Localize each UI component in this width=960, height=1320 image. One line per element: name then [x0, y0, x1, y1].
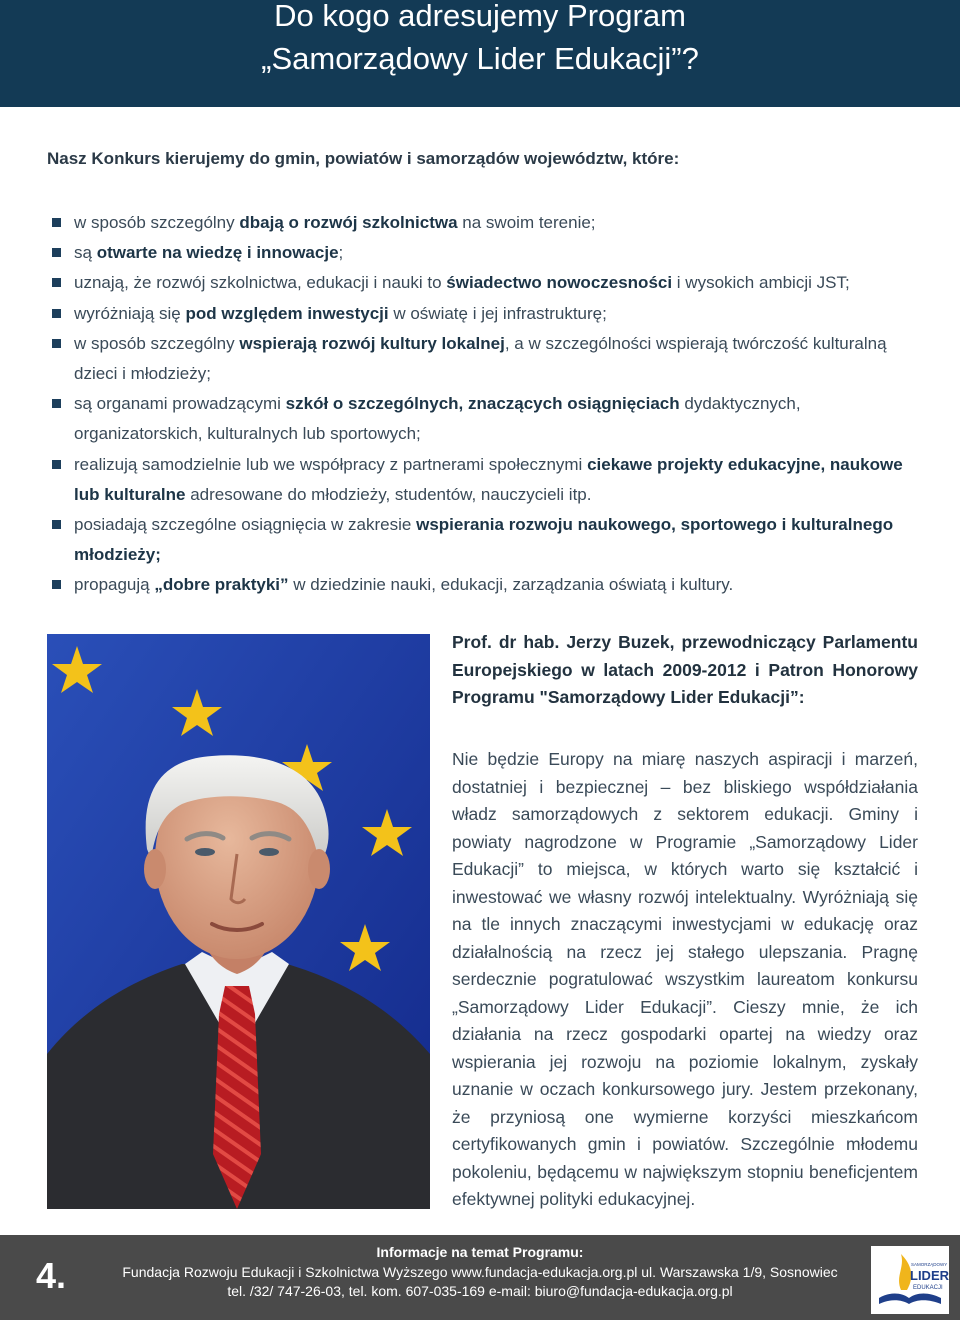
criteria-emphasis: wspierają rozwój kultury lokalnej [239, 333, 505, 353]
criteria-text: uznają, że rozwój szkolnictwa, edukacji i nauki to [74, 273, 447, 293]
criteria-text: adresowane do młodzieży, studentów, nauczycieli itp. [185, 484, 592, 504]
criteria-item [52, 510, 912, 570]
criteria-text: i wysokich ambicji JST; [672, 273, 850, 293]
criteria-item [52, 389, 912, 449]
criteria-emphasis: świadectwo nowoczesności [446, 273, 673, 293]
contact-line-2: tel. /32/ 747-26-03, tel. kom. 607-035-169 e-mail: biuro@fundacja-edukacja.org.pl [227, 1283, 733, 1299]
criteria-list [52, 208, 912, 601]
contact-info [100, 1243, 860, 1302]
contact-heading: Informacje na temat Programu: [376, 1244, 584, 1260]
logo-book-icon [879, 1294, 941, 1305]
contact-line-1: Fundacja Rozwoju Edukacji i Szkolnictwa Wyższego www.fundacja-edukacja.org.pl ul. Warszawska 1/9, Sosnowiec [122, 1263, 838, 1280]
bullet-square-icon [52, 248, 61, 257]
eye-left [195, 848, 215, 856]
criteria-text: w sposób szczególny [74, 333, 240, 353]
criteria-text: są [74, 243, 97, 263]
criteria-text: posiadają szczególne osiągnięcia w zakresie [74, 515, 417, 535]
lider-edukacji-logo [871, 1246, 949, 1314]
portrait-photo [47, 634, 430, 1209]
criteria-item [52, 208, 912, 238]
criteria-text: wyróżniają się [74, 303, 186, 323]
bullet-square-icon [52, 278, 61, 287]
criteria-text: ; [338, 243, 344, 263]
logo-sub-text: EDUKACJI [913, 1285, 943, 1291]
ear-right [308, 849, 330, 889]
criteria-text: dydaktycznych, organizatorskich, kulturalnych lub sportowych; [74, 394, 801, 444]
criteria-text: na swoim terenie; [457, 213, 596, 232]
page-number: 4. [36, 1255, 67, 1296]
eye-right [259, 848, 279, 856]
criteria-item [52, 570, 912, 600]
page-title-line-2: „Samorządowy Lider Edukacji”? [261, 41, 699, 76]
criteria-text: realizują samodzielnie lub we współpracy z partnerami społecznymi [74, 454, 588, 474]
logo-main-text: LIDER [910, 1268, 949, 1283]
bullet-square-icon [52, 339, 61, 348]
quote-author: Prof. dr hab. Jerzy Buzek, przewodniczący Parlamentu Europejskiego w latach 2009-2012 i Patron Honorowy Programu "Samorządowy Lider Edukacji”: [452, 632, 918, 707]
bullet-square-icon [52, 309, 61, 318]
criteria-text: w oświatę i jej infrastrukturę; [388, 303, 607, 323]
criteria-text: w sposób szczególny [74, 213, 240, 232]
criteria-emphasis: pod względem inwestycji [185, 303, 389, 323]
bullet-square-icon [52, 218, 61, 227]
criteria-text: , a w szczególności wspierają twórczość kulturalną dzieci i młodzieży; [74, 333, 887, 384]
criteria-emphasis: ciekawe projekty edukacyjne, naukowe lub kulturalne [74, 454, 903, 504]
page-header [0, 0, 960, 107]
quote-text: Nie będzie Europy na miarę naszych aspiracji i marzeń, dostatniej i bezpiecznej – bez bliskiego współdziałania władz samorządowych z sektorem edukacji. Gminy i powiaty nagrodzone w Programie „Samorządowy Lider Edukacji” to miejsca, w których warto się kształcić i inwestować we własny rozwój intelektualny. Wyróżniają się na tle innych znaczącymi inwestycjami w edukację oraz działalnością na rzecz jej stałego ulepszania. Pragnę serdecznie pogratulować wszystkim laureatom konkursu „Samorządowy Lider Edukacji”. Cieszy mnie, że ich działania na rzecz gospodarki opartej na wiedzy oraz wspierania jej rozwoju na poziomie lokalnym, zyskały uznanie w oczach konkursowego jury. Jestem przekonany, że przyniosą one wymierne korzyści mieszkańcom certyfikowanych gmin i powiatów. Szczególnie młodemu pokoleniu, będącemu w największym stopniu beneficjentem efektywnej polityki edukacyjnej. [452, 749, 918, 1209]
ear-left [144, 849, 166, 889]
criteria-emphasis: dbają o rozwój szkolnictwa [239, 213, 458, 232]
criteria-item [52, 268, 912, 298]
criteria-emphasis: otwarte na wiedzę i innowacje [96, 243, 339, 263]
criteria-item [52, 238, 912, 268]
criteria-item [52, 450, 912, 510]
bullet-square-icon [52, 399, 61, 408]
page-title-line-1: Do kogo adresujemy Program [274, 0, 686, 33]
criteria-emphasis: wspierania rozwoju naukowego, sportowego i kulturalnego młodzieży; [74, 515, 894, 565]
bullet-square-icon [52, 580, 61, 589]
criteria-text: propagują [74, 575, 155, 595]
criteria-item [52, 329, 912, 389]
criteria-emphasis: szkół o szczególnych, znaczących osiągnięciach [285, 394, 680, 414]
criteria-text: w dziedzinie nauki, edukacji, zarządzania oświatą i kultury. [288, 575, 734, 595]
criteria-emphasis: „dobre praktyki” [154, 575, 289, 595]
criteria-item [52, 299, 912, 329]
intro-text: Nasz Konkurs kierujemy do gmin, powiatów i samorządów województw, które: [47, 149, 680, 168]
bullet-square-icon [52, 520, 61, 529]
page-footer [0, 1235, 960, 1320]
criteria-text: są organami prowadzącymi [74, 394, 286, 414]
bullet-square-icon [52, 460, 61, 469]
logo-small-text: SAMORZĄDOWY [911, 1262, 948, 1267]
